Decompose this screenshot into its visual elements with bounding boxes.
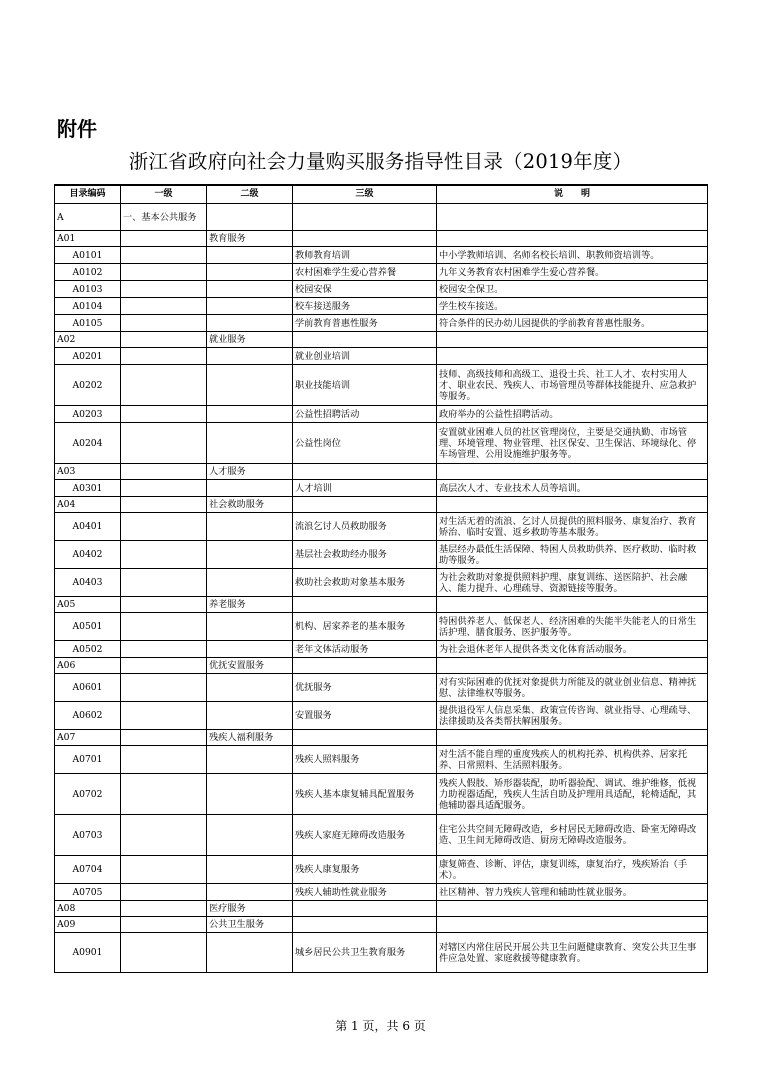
- row-level-1: [121, 464, 207, 480]
- row-code: A0103: [55, 281, 121, 298]
- row-code: A0702: [55, 774, 121, 815]
- table-row: [55, 264, 708, 281]
- row-level-2: [207, 406, 293, 423]
- catalog-body: [55, 204, 708, 973]
- table-row: [55, 901, 708, 917]
- row-level-3: [293, 658, 437, 674]
- row-description: 校园安全保卫。: [437, 281, 708, 298]
- row-level-3: 教师教育培训: [293, 247, 437, 264]
- table-row: [55, 204, 708, 231]
- row-description: [437, 730, 708, 746]
- table-row: [55, 917, 708, 933]
- row-description: 对生活不能自理的重度残疾人的机构托养、机构供养、居家托养、日常照料、生活照料服务。: [437, 746, 708, 774]
- row-level-3: 校车接送服务: [293, 298, 437, 315]
- row-description: 对有实际困难的优抚对象提供力所能及的就业创业信息、精神抚慰、法律维权等服务。: [437, 674, 708, 702]
- row-level-1: [121, 815, 207, 856]
- row-level-1: [121, 332, 207, 348]
- row-description: [437, 464, 708, 480]
- row-level-3: [293, 730, 437, 746]
- table-row: [55, 281, 708, 298]
- row-description: 社区精神、智力残疾人管理和辅助性就业服务。: [437, 884, 708, 901]
- table-row: [55, 702, 708, 730]
- row-level-2: [207, 298, 293, 315]
- row-level-1: [121, 231, 207, 247]
- row-level-3: [293, 464, 437, 480]
- row-level-3: 农村困难学生爱心营养餐: [293, 264, 437, 281]
- row-code: A0403: [55, 569, 121, 597]
- row-code: A0104: [55, 298, 121, 315]
- row-description: 技师、高级技师和高级工、退役士兵、社工人才、农村实用人才、职业农民、残疾人、市场管理员等群体技能提升、应急救护等服务。: [437, 365, 708, 406]
- row-level-2: 公共卫生服务: [207, 917, 293, 933]
- table-row: [55, 406, 708, 423]
- row-level-2: [207, 365, 293, 406]
- table-row: [55, 641, 708, 658]
- row-level-2: [207, 281, 293, 298]
- row-description: 安置就业困难人员的社区管理岗位，主要是交通执勤、市场管理、环境管理、物业管理、社区保安、卫生保洁、环境绿化、停车场管理、公用设施维护服务等。: [437, 423, 708, 464]
- row-description: 基层经办最低生活保障、特困人员救助供养、医疗救助、临时救助等服务。: [437, 541, 708, 569]
- row-description: [437, 901, 708, 917]
- table-row: [55, 856, 708, 884]
- table-row: [55, 933, 708, 973]
- row-level-1: [121, 480, 207, 497]
- row-code: A05: [55, 597, 121, 613]
- row-code: A03: [55, 464, 121, 480]
- row-level-2: [207, 815, 293, 856]
- row-level-2: [207, 746, 293, 774]
- table-row: [55, 497, 708, 513]
- row-code: A0705: [55, 884, 121, 901]
- row-level-2: [207, 702, 293, 730]
- table-row: [55, 674, 708, 702]
- row-level-2: 人才服务: [207, 464, 293, 480]
- row-level-1: [121, 406, 207, 423]
- table-row: [55, 597, 708, 613]
- row-level-2: [207, 933, 293, 973]
- row-code: A0703: [55, 815, 121, 856]
- table-row: [55, 348, 708, 365]
- row-description: 九年义务教育农村困难学生爱心营养餐。: [437, 264, 708, 281]
- row-level-3: 安置服务: [293, 702, 437, 730]
- table-row: [55, 480, 708, 497]
- row-level-3: 残疾人康复服务: [293, 856, 437, 884]
- table-row: [55, 884, 708, 901]
- header-level-1: 一级: [121, 185, 207, 204]
- row-level-3: 优抚服务: [293, 674, 437, 702]
- row-level-1: [121, 774, 207, 815]
- row-code: A07: [55, 730, 121, 746]
- row-level-3: 城乡居民公共卫生教育服务: [293, 933, 437, 973]
- row-description: 学生校车接送。: [437, 298, 708, 315]
- row-level-2: [207, 541, 293, 569]
- row-level-3: 机构、居家养老的基本服务: [293, 613, 437, 641]
- row-code: A08: [55, 901, 121, 917]
- row-level-1: [121, 298, 207, 315]
- row-description: [437, 597, 708, 613]
- row-level-1: [121, 513, 207, 541]
- table-row: [55, 332, 708, 348]
- row-level-2: [207, 423, 293, 464]
- table-row: [55, 315, 708, 332]
- row-level-3: [293, 231, 437, 247]
- row-level-2: [207, 884, 293, 901]
- table-row: [55, 513, 708, 541]
- row-level-2: [207, 774, 293, 815]
- row-description: 高层次人才、专业技术人员等培训。: [437, 480, 708, 497]
- row-level-1: [121, 597, 207, 613]
- table-row: [55, 746, 708, 774]
- row-code: A0601: [55, 674, 121, 702]
- row-level-2: 残疾人福利服务: [207, 730, 293, 746]
- row-code: A0203: [55, 406, 121, 423]
- row-level-1: [121, 569, 207, 597]
- row-level-3: [293, 497, 437, 513]
- row-code: A09: [55, 917, 121, 933]
- table-row: [55, 730, 708, 746]
- row-level-3: 残疾人基本康复辅具配置服务: [293, 774, 437, 815]
- row-level-2: 优抚安置服务: [207, 658, 293, 674]
- row-level-3: 公益性招聘活动: [293, 406, 437, 423]
- row-level-1: [121, 702, 207, 730]
- row-description: 康复筛查、诊断、评估，康复训练，康复治疗，残疾矫治（手术）。: [437, 856, 708, 884]
- row-level-1: [121, 658, 207, 674]
- table-row: [55, 658, 708, 674]
- row-description: 中小学教师培训、名师名校长培训、职教师资培训等。: [437, 247, 708, 264]
- row-description: 残疾人假肢、矫形器装配，助听器验配、调试、维护维修，低视力助视器适配，残疾人生活自助及护理用具适配，轮椅适配，其他辅助器具适配服务。: [437, 774, 708, 815]
- row-level-3: [293, 204, 437, 231]
- row-description: 对辖区内常住居民开展公共卫生问题健康教育、突发公共卫生事件应急处置、家庭救援等健康教育。: [437, 933, 708, 973]
- row-level-3: 校园安保: [293, 281, 437, 298]
- row-level-2: [207, 204, 293, 231]
- row-level-1: 一、基本公共服务: [121, 204, 207, 231]
- header-description: 说 明: [437, 185, 708, 204]
- row-code: A0301: [55, 480, 121, 497]
- row-description: [437, 497, 708, 513]
- row-code: A0901: [55, 933, 121, 973]
- row-level-1: [121, 281, 207, 298]
- row-level-1: [121, 856, 207, 884]
- page-footer: 第 1 页，共 6 页: [335, 1019, 426, 1033]
- row-level-1: [121, 901, 207, 917]
- header-level-2: 二级: [207, 185, 293, 204]
- row-description: 政府举办的公益性招聘活动。: [437, 406, 708, 423]
- table-row: [55, 247, 708, 264]
- row-description: [437, 917, 708, 933]
- row-level-3: 公益性岗位: [293, 423, 437, 464]
- page-title: 浙江省政府向社会力量购买服务指导性目录（2019年度）: [128, 150, 633, 173]
- row-level-3: 就业创业培训: [293, 348, 437, 365]
- row-code: A0204: [55, 423, 121, 464]
- row-level-2: [207, 480, 293, 497]
- row-description: [437, 231, 708, 247]
- header-code: 目录编码: [55, 185, 121, 204]
- row-level-3: [293, 597, 437, 613]
- row-code: A04: [55, 497, 121, 513]
- table-row: [55, 231, 708, 247]
- row-description: [437, 332, 708, 348]
- row-level-3: 残疾人辅助性就业服务: [293, 884, 437, 901]
- row-level-3: 救助社会救助对象基本服务: [293, 569, 437, 597]
- header-level-3: 三级: [293, 185, 437, 204]
- row-code: A0202: [55, 365, 121, 406]
- row-code: A01: [55, 231, 121, 247]
- row-level-3: 流浪乞讨人员救助服务: [293, 513, 437, 541]
- row-description: 住宅公共空间无障碍改造，乡村居民无障碍改造、卧室无障碍改造、卫生间无障碍改造、厨房无障碍改造服务。: [437, 815, 708, 856]
- table-row: [55, 815, 708, 856]
- row-level-1: [121, 730, 207, 746]
- row-level-1: [121, 348, 207, 365]
- catalog-table: [54, 184, 708, 973]
- row-level-3: 职业技能培训: [293, 365, 437, 406]
- row-level-3: 基层社会救助经办服务: [293, 541, 437, 569]
- row-level-2: [207, 674, 293, 702]
- row-level-3: 人才培训: [293, 480, 437, 497]
- row-code: A0704: [55, 856, 121, 884]
- row-level-2: [207, 348, 293, 365]
- row-level-1: [121, 315, 207, 332]
- table-row: [55, 298, 708, 315]
- row-level-3: 残疾人家庭无障碍改造服务: [293, 815, 437, 856]
- row-level-2: [207, 264, 293, 281]
- row-description: [437, 204, 708, 231]
- row-code: A0701: [55, 746, 121, 774]
- row-description: 符合条件的民办幼儿园提供的学前教育普惠性服务。: [437, 315, 708, 332]
- row-description: [437, 658, 708, 674]
- row-level-1: [121, 917, 207, 933]
- row-level-1: [121, 884, 207, 901]
- row-code: A0105: [55, 315, 121, 332]
- row-code: A02: [55, 332, 121, 348]
- row-code: A0201: [55, 348, 121, 365]
- row-level-3: [293, 917, 437, 933]
- row-level-1: [121, 613, 207, 641]
- table-row: [55, 541, 708, 569]
- row-level-2: [207, 247, 293, 264]
- row-level-2: [207, 641, 293, 658]
- row-code: A06: [55, 658, 121, 674]
- row-level-3: 残疾人照料服务: [293, 746, 437, 774]
- row-code: A0102: [55, 264, 121, 281]
- row-level-1: [121, 541, 207, 569]
- row-level-2: 医疗服务: [207, 901, 293, 917]
- table-row: [55, 569, 708, 597]
- row-code: A0401: [55, 513, 121, 541]
- table-row: [55, 365, 708, 406]
- table-row: [55, 464, 708, 480]
- row-level-1: [121, 365, 207, 406]
- row-level-3: [293, 901, 437, 917]
- row-level-3: [293, 332, 437, 348]
- row-code: A0501: [55, 613, 121, 641]
- row-level-1: [121, 674, 207, 702]
- row-level-2: 养老服务: [207, 597, 293, 613]
- row-level-2: [207, 513, 293, 541]
- row-description: [437, 348, 708, 365]
- table-row: [55, 423, 708, 464]
- row-level-1: [121, 746, 207, 774]
- row-code: A0402: [55, 541, 121, 569]
- table-row: [55, 613, 708, 641]
- row-description: 特困供养老人、低保老人、经济困难的失能半失能老人的日常生活护理、膳食服务、医护服务等。: [437, 613, 708, 641]
- row-code: A: [55, 204, 121, 231]
- row-level-2: [207, 315, 293, 332]
- row-level-1: [121, 247, 207, 264]
- row-level-2: [207, 856, 293, 884]
- row-code: A0502: [55, 641, 121, 658]
- row-description: 为社会救助对象提供照料护理、康复训练、送医陪护、社会融入、能力提升、心理疏导、资源链接等服务。: [437, 569, 708, 597]
- row-level-2: [207, 613, 293, 641]
- row-description: 提供退役军人信息采集、政策宣传咨询、就业指导、心理疏导、法律援助及各类帮扶解困服务。: [437, 702, 708, 730]
- row-level-2: 社会救助服务: [207, 497, 293, 513]
- row-level-1: [121, 933, 207, 973]
- row-level-2: [207, 569, 293, 597]
- row-description: 对生活无着的流浪、乞讨人员提供的照料服务、康复治疗、教育矫治、临时安置、返乡救助等基本服务。: [437, 513, 708, 541]
- table-row: [55, 774, 708, 815]
- row-level-1: [121, 423, 207, 464]
- row-level-2: 就业服务: [207, 332, 293, 348]
- row-level-1: [121, 264, 207, 281]
- row-description: 为社会退休老年人提供各类文化体育活动服务。: [437, 641, 708, 658]
- row-code: A0602: [55, 702, 121, 730]
- attachment-label: 附件: [57, 117, 97, 141]
- row-level-2: 教育服务: [207, 231, 293, 247]
- row-level-1: [121, 641, 207, 658]
- table-header-row: [55, 185, 708, 204]
- row-level-1: [121, 497, 207, 513]
- row-level-3: 学前教育普惠性服务: [293, 315, 437, 332]
- row-code: A0101: [55, 247, 121, 264]
- row-level-3: 老年文体活动服务: [293, 641, 437, 658]
